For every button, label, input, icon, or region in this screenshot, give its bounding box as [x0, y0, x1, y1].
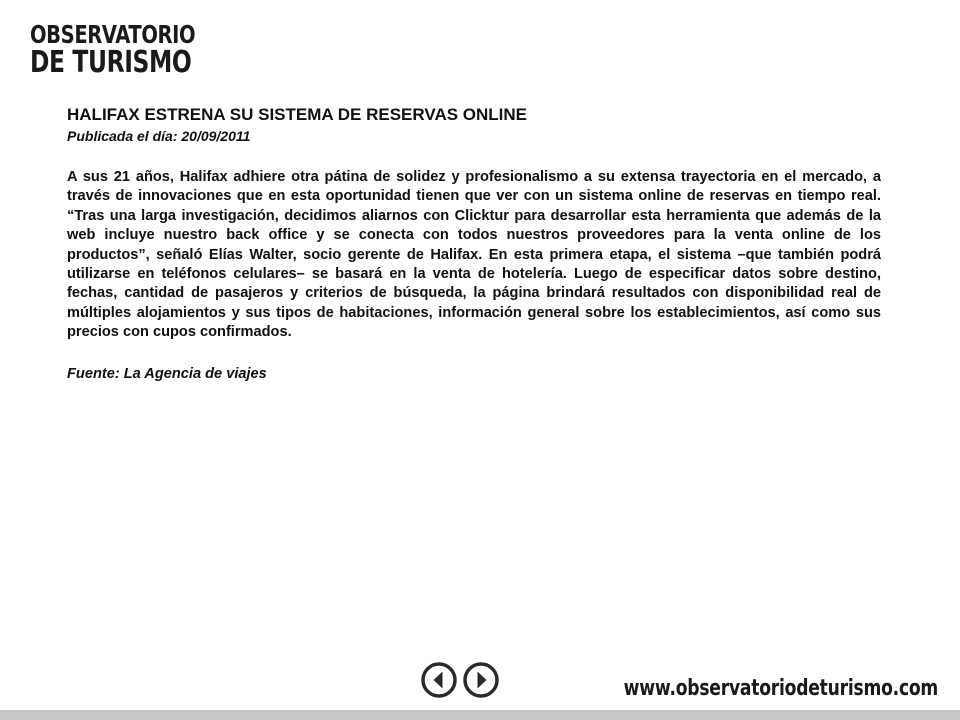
next-button[interactable]	[462, 661, 500, 699]
previous-button[interactable]	[420, 661, 458, 699]
slide-navigation	[420, 661, 500, 699]
publication-date: Publicada el día: 20/09/2011	[67, 128, 251, 144]
logo-line-2: DE TURISMO	[30, 45, 192, 80]
article-body: A sus 21 años, Halifax adhiere otra pátina de solidez y profesionalismo a su extensa trayectoria en el mercado, a través de innovaciones que en esta oportunidad tienen que ver con un sistema online de reservas en tiempo real. “Tras una larga investigación, decidimos aliarnos con Clicktur para desarrollar esta herramienta que además de la web incluye nuestro back office y se conecta con todos nuestros proveedores para la venta online de los productos”, señaló Elías Walter, socio gerente de Halifax. En esta primera etapa, el sistema –que también podrá utilizarse en teléfonos celulares– se basará en la venta de hotelería. Luego de especificar datos sobre destino, fechas, cantidad de pasajeros y criterios de búsqueda, la página brindará resultados con disponibilidad real de múltiples alojamientos y sus tipos de habitaciones, información general sobre los establecimientos, así como sus precios con cupos confirmados.	[67, 169, 881, 341]
logo-line-1: OBSERVATORIO	[30, 20, 196, 49]
website-url: www.observatoriodeturismo.com	[623, 676, 938, 701]
article-source: Fuente: La Agencia de viajes	[67, 365, 267, 382]
article	[67, 104, 881, 384]
bottom-bar	[0, 710, 960, 720]
observatorio-logo	[30, 22, 242, 78]
article-headline: HALIFAX ESTRENA SU SISTEMA DE RESERVAS ONLINE	[67, 105, 528, 124]
